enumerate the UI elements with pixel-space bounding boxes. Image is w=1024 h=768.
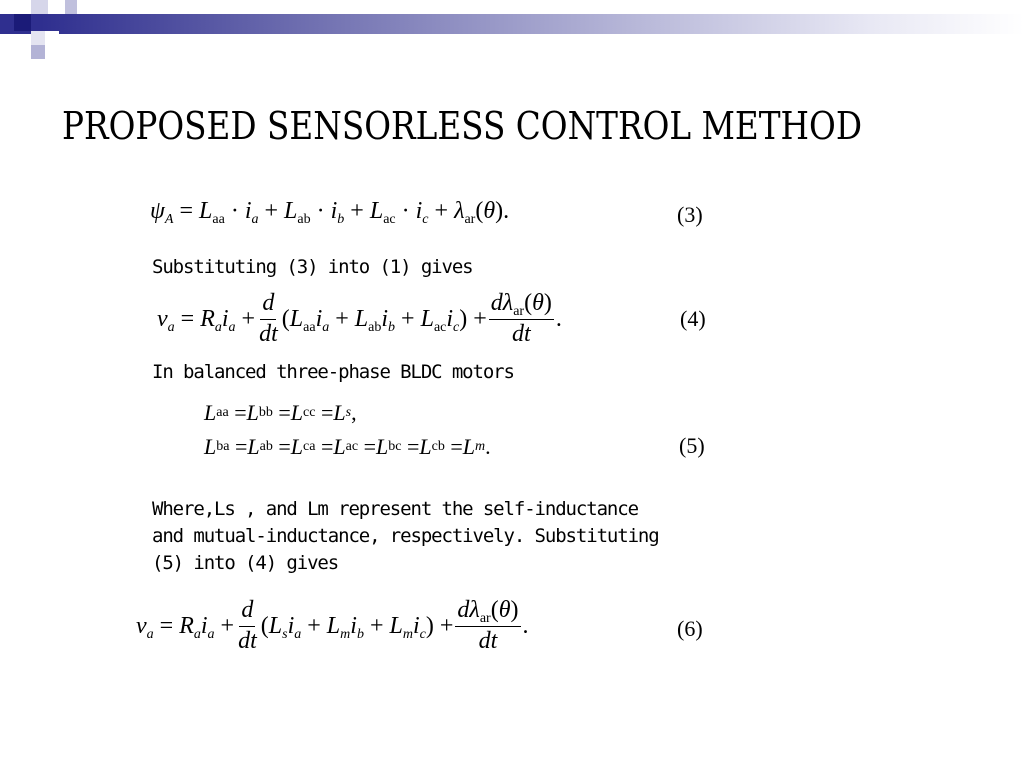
equation-number-6: (6) bbox=[677, 616, 703, 641]
equation-5: L aa = L bb = L cc = L s , L ba = L ab = L ca = L ac = L bc = L cb = L m . bbox=[204, 400, 491, 459]
header-square bbox=[14, 14, 31, 31]
equation-number-4: (4) bbox=[680, 306, 706, 331]
body-text-balanced-bldc: In balanced three-phase BLDC motors bbox=[152, 361, 514, 383]
equation-number-5: (5) bbox=[679, 433, 705, 458]
header-square bbox=[31, 45, 45, 59]
body-text-where-ls-lm bbox=[152, 496, 659, 577]
header-square bbox=[31, 0, 48, 14]
slide-title: PROPOSED SENSORLESS CONTROL METHOD bbox=[62, 104, 863, 148]
equation-3: $\psi_A = L_{aa} \cdot i_a + L_{ab} \cdot i_b + L_{ac} \cdot i_c + \lambda_{ar}(\theta)$. bbox=[150, 198, 510, 227]
header-gradient-band bbox=[0, 14, 1024, 34]
equation-4: $v_a = R_ai_a$ + $\frac{d}{dt}$ $(L_{aa}i_a + L_{ab}i_b + L_{ac}i_c)$ + $\frac{d\lambda_{ar}(\theta)}{dt}$ . bbox=[157, 290, 562, 347]
equation-number-3: (3) bbox=[677, 202, 703, 227]
header-square bbox=[48, 0, 65, 14]
text-line: and mutual-inductance, respectively. Substituting bbox=[152, 525, 659, 547]
text-line: (5) into (4) gives bbox=[152, 552, 339, 574]
text-line: Where,Ls , and Lm represent the self-inductance bbox=[152, 498, 638, 520]
header-square bbox=[31, 31, 45, 45]
header-square bbox=[45, 31, 59, 45]
equation-6: $v_a = R_ai_a$ + $\frac{d}{dt}$ $(L_si_a + L_mi_b + L_mi_c)$ + $\frac{d\lambda_{ar}(\theta)}{dt}$ . bbox=[136, 597, 529, 654]
body-text-substituting-3-into-1: Substituting (3) into (1) gives bbox=[152, 256, 473, 278]
